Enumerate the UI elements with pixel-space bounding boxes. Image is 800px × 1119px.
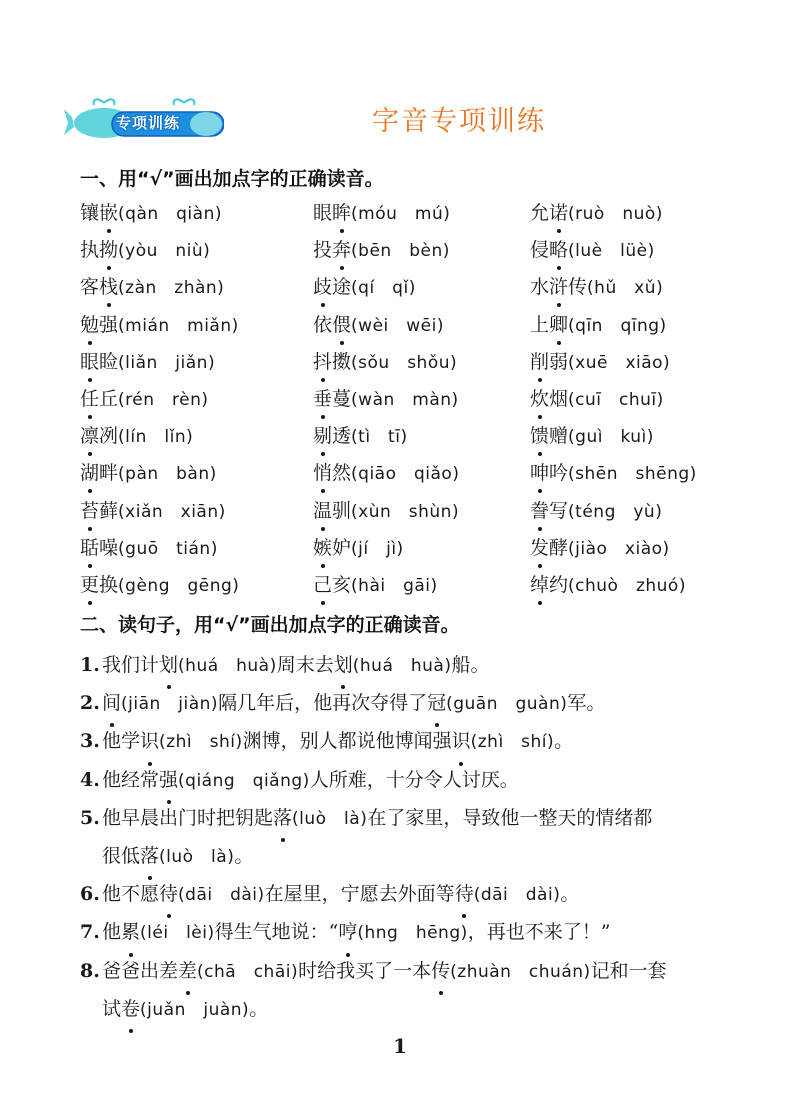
- word-char: 允: [530, 202, 550, 224]
- word-item: [313, 347, 457, 378]
- dotted-char: 削: [530, 347, 549, 377]
- dotted-char: 眸: [332, 198, 351, 228]
- dotted-char: 更: [80, 570, 99, 600]
- sentence-text: 他: [102, 921, 122, 944]
- word-item: [80, 570, 239, 601]
- dotted-char: 传: [431, 953, 450, 990]
- sentence-line: [80, 953, 740, 991]
- pinyin-options: (yòu niù): [118, 241, 211, 262]
- word-item: [530, 347, 670, 378]
- grid-row: [80, 347, 740, 384]
- sentence-text: 我们计: [102, 654, 160, 676]
- pinyin-options: (xuē xiāo): [568, 352, 671, 373]
- pinyin-options: (cuī chuī): [568, 389, 664, 410]
- word-item: [530, 384, 664, 415]
- dotted-char: 冠: [427, 685, 446, 722]
- pinyin-options: (liǎn jiǎn): [118, 352, 216, 373]
- word-item: [80, 347, 215, 378]
- word-char: 约: [549, 573, 569, 596]
- pinyin-options: (qí qǐ): [351, 278, 416, 299]
- word-item: [313, 533, 404, 564]
- word-grid: [80, 198, 740, 607]
- sentence-text: 渊博，别人都说他博闻强: [242, 730, 452, 753]
- word-char: 驯: [332, 499, 352, 522]
- word-char: 擞: [332, 350, 352, 373]
- grid-row: [80, 272, 740, 309]
- dotted-char: 凛: [80, 421, 99, 451]
- sentence-number: 6.: [80, 883, 100, 906]
- grid-row: [80, 198, 740, 235]
- pinyin-options: (zàn zhàn): [118, 278, 225, 299]
- word-char: 冽: [99, 425, 119, 448]
- pinyin-options: (luò là): [159, 847, 235, 868]
- pinyin-options: (tì tī): [351, 427, 408, 448]
- pinyin-options: (hài gāi): [351, 575, 438, 596]
- dotted-char: 划: [334, 647, 353, 684]
- dotted-char: 拗: [99, 235, 118, 265]
- sentence-number: 8.: [80, 959, 100, 982]
- dotted-char: 落: [140, 838, 159, 875]
- section-badge: [64, 97, 224, 141]
- page-title: 字音专项训练: [372, 106, 546, 137]
- word-char: 强: [99, 313, 119, 336]
- grid-row: [80, 235, 740, 272]
- word-char: 藓: [99, 499, 119, 522]
- pinyin-options: (pàn bàn): [118, 464, 217, 485]
- pinyin-options: (bēn bèn): [351, 241, 450, 262]
- pinyin-options: (hng hēng): [357, 923, 468, 944]
- word-char: 眼: [313, 202, 333, 224]
- dotted-char: 抖: [313, 347, 332, 377]
- word-item: [80, 533, 218, 564]
- dotted-char: 浒: [549, 272, 568, 302]
- sentence-number: 3.: [80, 730, 100, 753]
- dotted-char: 略: [549, 235, 568, 265]
- sentence-text: ，再也不来了！”: [467, 921, 611, 944]
- pinyin-options: (léi lèi): [140, 923, 215, 944]
- word-char: 弱: [549, 350, 569, 373]
- sentence-text: 很低: [102, 845, 141, 868]
- badge-label: 专项训练: [116, 114, 181, 132]
- word-item: [530, 235, 655, 266]
- word-item: [313, 421, 408, 452]
- dotted-char: 勉: [80, 310, 99, 340]
- dotted-char: 绰: [530, 570, 549, 600]
- pinyin-options: (qīn qīng): [568, 315, 667, 336]
- pinyin-options: (hǔ xǔ): [587, 278, 664, 299]
- word-item: [80, 272, 224, 303]
- pinyin-options: (luò là): [292, 808, 368, 829]
- sentence-text: 。: [560, 883, 580, 906]
- pinyin-options: (rén rèn): [118, 389, 209, 410]
- dotted-char: 湖: [80, 458, 99, 488]
- sentence-text: 他不愿: [102, 883, 160, 906]
- word-char: 客: [80, 276, 100, 299]
- word-char: 然: [332, 462, 352, 485]
- word-item: [313, 272, 416, 303]
- word-item: [80, 384, 209, 415]
- grid-row: [80, 384, 740, 421]
- pinyin-options: (jiān jiàn): [121, 694, 219, 715]
- word-char: 途: [332, 276, 352, 299]
- word-item: [80, 310, 239, 341]
- grid-row: [80, 570, 740, 607]
- pinyin-options: (dāi dài): [178, 885, 265, 906]
- word-char: 水: [530, 276, 550, 299]
- pinyin-options: (xùn shùn): [351, 501, 460, 522]
- dotted-char: 馈: [530, 421, 549, 451]
- sentence-line: [80, 762, 740, 800]
- word-char: 亥: [332, 573, 352, 596]
- dotted-char: 强: [159, 762, 178, 799]
- word-item: [313, 198, 450, 229]
- sentence-list: [80, 647, 740, 1029]
- dotted-char: 眼: [80, 347, 99, 377]
- pinyin-options: (ruò nuò): [568, 204, 663, 224]
- grid-row: [80, 533, 740, 570]
- dotted-char: 诺: [549, 198, 568, 228]
- grid-row: [80, 310, 740, 347]
- dotted-char: 待: [159, 876, 178, 913]
- dotted-char: 炊: [530, 384, 549, 414]
- word-item: [313, 384, 459, 415]
- section1-heading: 一、用“√”画出加点字的正确读音。: [80, 168, 384, 190]
- dotted-char: 悄: [313, 458, 332, 488]
- word-item: [80, 421, 193, 452]
- dotted-char: 偎: [332, 310, 351, 340]
- word-char: 依: [313, 313, 333, 336]
- pinyin-options: (móu mú): [351, 204, 451, 224]
- pinyin-options: (huá huà): [352, 656, 452, 676]
- word-char: 酵: [549, 536, 569, 559]
- sentence-number: 4.: [80, 768, 100, 791]
- pinyin-options: (zhuàn chuán): [450, 961, 591, 982]
- word-char: 上: [530, 313, 550, 336]
- pinyin-options: (juǎn juàn): [140, 999, 250, 1020]
- pinyin-options: (jiào xiào): [568, 538, 670, 559]
- sentence-line: [80, 914, 740, 952]
- sentence-text: 。: [249, 997, 269, 1020]
- sentence-line: [80, 647, 740, 685]
- sentence-line: [80, 876, 740, 914]
- word-item: [313, 235, 450, 266]
- sentence-text: 他学: [102, 730, 141, 753]
- word-char: 丘: [99, 387, 119, 410]
- dotted-char: 卿: [549, 310, 568, 340]
- pinyin-options: (zhì shí): [159, 732, 243, 753]
- dotted-char: 识: [140, 723, 159, 760]
- word-item: [530, 421, 654, 452]
- sentence-line: [80, 800, 740, 838]
- pinyin-options: (chuò zhuó): [568, 575, 686, 596]
- sentence-line: [80, 838, 740, 876]
- sentence-text: 在了家里，导致他一整天的情绪都: [367, 806, 653, 829]
- dotted-char: 聒: [80, 533, 99, 563]
- dotted-char: 剔: [313, 421, 332, 451]
- word-item: [80, 198, 222, 229]
- page-number: 1: [393, 1034, 407, 1058]
- word-item: [530, 496, 662, 527]
- word-char: 透: [332, 425, 352, 448]
- dotted-char: 待: [455, 876, 474, 913]
- pinyin-options: (mián miǎn): [118, 315, 239, 336]
- word-item: [530, 458, 697, 489]
- word-item: [80, 458, 217, 489]
- dotted-char: 发: [530, 533, 549, 563]
- pinyin-options: (guān guàn): [446, 694, 568, 715]
- sentence-line: [80, 685, 740, 723]
- sentence-text: 军。: [567, 692, 606, 715]
- sentence-text: 船。: [451, 654, 490, 676]
- sentence-number: 7.: [80, 921, 100, 944]
- sentence-text: 记和一套: [590, 959, 667, 982]
- word-char: 吟: [549, 462, 569, 485]
- dotted-char: 累: [121, 914, 140, 951]
- word-char: 投: [313, 239, 333, 262]
- sentence-number: 1.: [80, 654, 100, 676]
- section2-heading: 二、读句子，用“√”画出加点字的正确读音。: [80, 614, 460, 636]
- dotted-char: 任: [80, 384, 99, 414]
- pinyin-options: (zhì shí): [470, 732, 555, 753]
- pinyin-options: (wàn màn): [351, 389, 459, 410]
- word-item: [313, 310, 444, 341]
- dotted-char: 奔: [332, 235, 351, 265]
- sentence-text: 试: [102, 997, 122, 1020]
- dotted-char: 差: [178, 953, 197, 990]
- word-char: 妒: [332, 536, 352, 559]
- dotted-char: 呻: [530, 458, 549, 488]
- word-char: 蔓: [332, 387, 352, 410]
- sentence-text: 人所难，十分令人讨厌。: [309, 768, 519, 791]
- word-item: [530, 533, 670, 564]
- pinyin-options: (guì kuì): [568, 427, 654, 448]
- sentence-text: 时给我买了一本: [298, 959, 432, 982]
- word-char: 赠: [549, 425, 569, 448]
- dotted-char: 温: [313, 496, 332, 526]
- dotted-char: 卷: [121, 991, 140, 1028]
- word-char: 执: [80, 239, 100, 262]
- pinyin-options: (qiáng qiǎng): [178, 770, 310, 791]
- sentence-text: 。: [554, 730, 574, 753]
- dotted-char: 嫉: [313, 533, 332, 563]
- grid-row: [80, 421, 740, 458]
- pinyin-options: (gèng gēng): [118, 575, 240, 596]
- dotted-char: 间: [102, 685, 121, 722]
- sentence-text: 周末去: [276, 654, 334, 676]
- pinyin-options: (luè lüè): [568, 241, 655, 262]
- dotted-char: 嵌: [99, 198, 118, 228]
- word-char: 睑: [99, 350, 119, 373]
- pinyin-options: (xiǎn xiān): [118, 501, 226, 522]
- dotted-char: 划: [159, 647, 178, 684]
- pinyin-options: (jí jì): [351, 538, 404, 559]
- sentence-line: [80, 723, 740, 761]
- pinyin-options: (chā chāi): [197, 961, 299, 982]
- word-item: [530, 310, 667, 341]
- word-char: 侵: [530, 239, 550, 262]
- grid-row: [80, 496, 740, 533]
- word-item: [313, 570, 438, 601]
- word-char: 烟: [549, 387, 569, 410]
- pinyin-options: (shēn shēng): [568, 464, 697, 485]
- pinyin-options: (wèi wēi): [351, 315, 444, 336]
- sentence-text: 爸爸出差: [102, 959, 179, 982]
- dotted-char: 栈: [99, 272, 118, 302]
- word-char: 噪: [99, 536, 119, 559]
- dotted-char: 苔: [80, 496, 99, 526]
- dotted-char: 识: [452, 723, 471, 760]
- pinyin-options: (sǒu shǒu): [351, 352, 458, 373]
- pinyin-options: (qàn qiàn): [118, 204, 222, 224]
- sentence-text: 他早晨出门时把钥匙: [102, 806, 274, 829]
- word-item: [80, 496, 226, 527]
- sentence-text: 。: [234, 845, 254, 868]
- sentence-text: 他经常: [102, 768, 160, 791]
- dotted-char: 哼: [338, 914, 357, 951]
- pinyin-options: (huá huà): [178, 656, 277, 676]
- word-char: 写: [549, 499, 569, 522]
- word-item: [530, 198, 663, 229]
- pinyin-options: (téng yù): [568, 501, 663, 522]
- grid-row: [80, 458, 740, 495]
- sentence-text: 在屋里，宁愿去外面等: [264, 883, 455, 906]
- word-item: [313, 458, 459, 489]
- word-item: [530, 570, 686, 601]
- dotted-char: 誊: [530, 496, 549, 526]
- sentence-line: [80, 991, 740, 1029]
- dotted-char: 垂: [313, 384, 332, 414]
- dotted-char: 己: [313, 570, 332, 600]
- sentence-text: 得生气地说：“: [214, 921, 339, 944]
- word-char: 镶: [80, 202, 100, 224]
- word-item: [313, 496, 459, 527]
- sentence-number: 2.: [80, 692, 100, 715]
- word-char: 畔: [99, 462, 119, 485]
- pinyin-options: (guō tián): [118, 538, 218, 559]
- sentence-number: 5.: [80, 806, 100, 829]
- word-item: [80, 235, 210, 266]
- word-char: 传: [568, 276, 588, 299]
- word-char: 换: [99, 573, 119, 596]
- pinyin-options: (lín lǐn): [118, 427, 194, 448]
- dotted-char: 歧: [313, 272, 332, 302]
- pinyin-options: (dāi dài): [473, 885, 561, 906]
- dotted-char: 落: [273, 800, 292, 837]
- pinyin-options: (qiāo qiǎo): [351, 464, 460, 485]
- word-item: [530, 272, 663, 303]
- sentence-text: 隔几年后，他再次夺得了: [218, 692, 428, 715]
